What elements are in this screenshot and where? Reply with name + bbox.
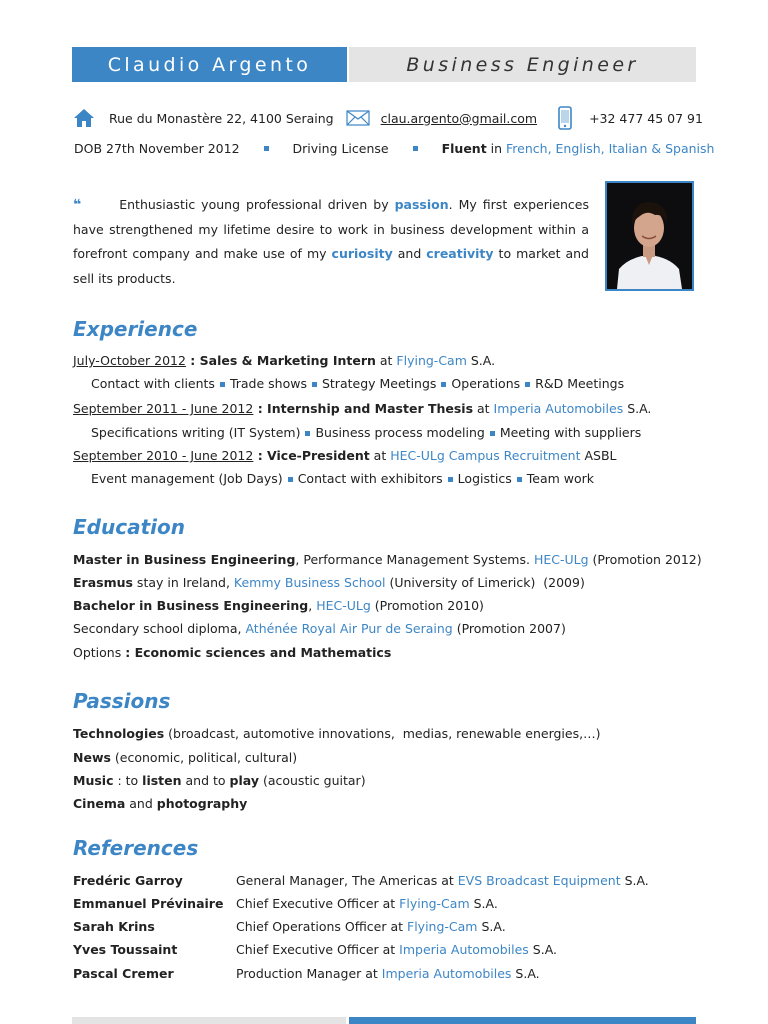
personal-info-row xyxy=(74,141,714,156)
experience-at: at xyxy=(369,448,391,463)
experience-company: Flying-Cam xyxy=(396,353,467,368)
passion-item xyxy=(73,726,600,741)
experience-suffix: S.A. xyxy=(623,401,652,416)
education-tail: (University of Limerick) (2009) xyxy=(385,575,585,590)
quote-mark: ❝ xyxy=(73,197,82,213)
reference-name: Sarah Krins xyxy=(73,919,155,934)
experience-sep: : xyxy=(253,448,268,463)
candidate-name: Claudio Argento xyxy=(107,53,312,76)
reference-title: Chief Operations Officer at xyxy=(236,919,408,934)
experience-at: at xyxy=(473,401,494,416)
options: : Economic sciences and Mathematics xyxy=(125,645,392,660)
reference-title: General Manager, The Americas at xyxy=(236,873,458,888)
passion-text: and to xyxy=(181,773,230,788)
reference-company: EVS Broadcast Equipment xyxy=(457,873,621,888)
reference-role xyxy=(236,942,557,957)
languages: French, English, Italian & Spanish xyxy=(506,141,715,156)
reference-company: Flying-Cam xyxy=(407,919,478,934)
driving-license: Driving License xyxy=(292,141,389,156)
passion-text: and xyxy=(125,796,157,811)
task: Contact with exhibitors xyxy=(297,471,443,486)
experience-item xyxy=(73,448,617,463)
passion-text: (broadcast, automotive innovations, medias, renewable energies,…) xyxy=(164,726,601,741)
education-text: Options xyxy=(73,645,126,660)
experience-sep: : xyxy=(185,353,200,368)
education-item xyxy=(73,575,585,590)
task: Strategy Meetings xyxy=(321,376,437,391)
separator-dot xyxy=(490,431,495,436)
school-link: Athénée Royal Air Pur de Seraing xyxy=(245,621,453,636)
school-link: HEC-ULg xyxy=(533,552,589,567)
education-text: , xyxy=(308,598,317,613)
section-title-references: References xyxy=(73,836,199,860)
education-item xyxy=(73,552,702,567)
separator-dot xyxy=(312,382,317,387)
section-title-education: Education xyxy=(73,515,185,539)
reference-suffix: S.A. xyxy=(620,873,649,888)
separator-dot xyxy=(305,431,310,436)
task: R&D Meetings xyxy=(535,376,625,391)
reference-suffix: S.A. xyxy=(511,966,540,981)
experience-role: Internship and Master Thesis xyxy=(267,401,474,416)
passion-name: Music xyxy=(73,773,114,788)
footer-bar-blue xyxy=(349,1017,696,1024)
passion-name: Cinema xyxy=(73,796,126,811)
experience-dates: July-October 2012 xyxy=(73,353,186,368)
passion-item xyxy=(73,796,247,811)
passion-item xyxy=(73,773,366,788)
intro-text: and xyxy=(392,246,427,261)
reference-company: Flying-Cam xyxy=(399,896,470,911)
task: Contact with clients xyxy=(91,376,215,391)
separator-dot xyxy=(525,382,530,387)
experience-suffix: S.A. xyxy=(466,353,496,368)
intro-text: Enthusiastic young professional driven by xyxy=(119,197,395,212)
experience-item xyxy=(73,353,495,368)
reference-suffix: S.A. xyxy=(469,896,498,911)
intro-text: to market and sell its products. xyxy=(73,246,589,286)
fluent-in: in xyxy=(486,141,507,156)
passion-text: : to xyxy=(113,773,143,788)
separator-dot xyxy=(448,477,453,482)
home-icon xyxy=(73,107,95,129)
degree: Master in Business Engineering xyxy=(73,552,296,567)
experience-item xyxy=(73,401,651,416)
reference-name: Emmanuel Prévinaire xyxy=(73,896,224,911)
task: Trade shows xyxy=(229,376,307,391)
separator-dot xyxy=(441,382,446,387)
section-title-passions: Passions xyxy=(73,689,171,713)
experience-at: at xyxy=(375,353,397,368)
reference-company: Imperia Automobiles xyxy=(399,942,529,957)
reference-role xyxy=(236,919,506,934)
reference-company: Imperia Automobiles xyxy=(381,966,512,981)
address: Rue du Monastère 22, 4100 Seraing xyxy=(109,110,334,126)
reference-title: Chief Executive Officer at xyxy=(236,896,400,911)
education-item xyxy=(73,598,484,613)
education-tail: (Promotion 2012) xyxy=(588,552,702,567)
intro-paragraph xyxy=(73,193,589,291)
profile-photo xyxy=(605,181,694,291)
degree: Bachelor in Business Engineering xyxy=(73,598,309,613)
phone-icon xyxy=(558,106,572,130)
education-item xyxy=(73,645,391,660)
passion-text: (economic, political, cultural) xyxy=(110,750,298,765)
education-text: Secondary school diploma, xyxy=(73,621,246,636)
passion-name: News xyxy=(73,750,111,765)
education-text: stay in Ireland, xyxy=(132,575,234,590)
section-title-experience: Experience xyxy=(73,317,198,341)
intro-text: . My first experiences have strengthened my lifetime desire to work in business development within a forefront company and make use of my xyxy=(73,197,590,261)
experience-tasks xyxy=(91,471,594,486)
experience-dates: September 2010 - June 2012 xyxy=(73,448,254,463)
degree: Erasmus xyxy=(73,575,133,590)
separator-dot xyxy=(413,146,418,151)
experience-dates: September 2011 - June 2012 xyxy=(73,401,254,416)
name-banner xyxy=(72,47,347,82)
reference-title: Production Manager at xyxy=(236,966,382,981)
envelope-icon xyxy=(346,110,370,126)
reference-title: Chief Executive Officer at xyxy=(236,942,400,957)
reference-name: Fredéric Garroy xyxy=(73,873,183,888)
experience-suffix: ASBL xyxy=(580,448,617,463)
experience-role: Vice-President xyxy=(267,448,370,463)
separator-dot xyxy=(264,146,269,151)
keyword-curiosity: curiosity xyxy=(331,246,393,261)
passion-keyword: listen xyxy=(142,773,182,788)
separator-dot xyxy=(517,477,522,482)
reference-suffix: S.A. xyxy=(528,942,558,957)
experience-tasks xyxy=(91,376,624,391)
school-link: Kemmy Business School xyxy=(233,575,386,590)
school-link: HEC-ULg xyxy=(316,598,371,613)
title-banner xyxy=(349,47,696,82)
task: Team work xyxy=(526,471,595,486)
passion-name: Technologies xyxy=(73,726,165,741)
separator-dot xyxy=(288,477,293,482)
experience-tasks xyxy=(91,425,641,440)
experience-sep: : xyxy=(253,401,268,416)
experience-role: Sales & Marketing Intern xyxy=(199,353,376,368)
education-tail: (Promotion 2010) xyxy=(370,598,484,613)
reference-suffix: S.A. xyxy=(477,919,506,934)
task: Meeting with suppliers xyxy=(499,425,642,440)
keyword-passion: passion xyxy=(394,197,449,212)
experience-company: HEC-ULg Campus Recruitment xyxy=(390,448,581,463)
footer-bar-grey xyxy=(72,1017,346,1024)
passion-keyword: play xyxy=(229,773,259,788)
experience-company: Imperia Automobiles xyxy=(493,401,624,416)
reference-role xyxy=(236,873,649,888)
task: Logistics xyxy=(457,471,512,486)
reference-role xyxy=(236,966,540,981)
task: Business process modeling xyxy=(315,425,485,440)
fluent-label: Fluent xyxy=(441,141,487,156)
education-item xyxy=(73,621,566,636)
task: Operations xyxy=(451,376,521,391)
email-link[interactable]: clau.argento@gmail.com xyxy=(380,110,538,126)
date-of-birth: DOB 27th November 2012 xyxy=(74,141,240,156)
passion-text: (acoustic guitar) xyxy=(258,773,366,788)
passion-keyword: photography xyxy=(156,796,248,811)
reference-name: Yves Toussaint xyxy=(73,942,178,957)
passion-item xyxy=(73,750,297,765)
contact-row xyxy=(73,106,703,130)
phone-number: +32 477 45 07 91 xyxy=(589,110,703,126)
task: Specifications writing (IT System) xyxy=(91,425,301,440)
keyword-creativity: creativity xyxy=(426,246,494,261)
education-text: , Performance Management Systems. xyxy=(295,552,534,567)
reference-role xyxy=(236,896,498,911)
reference-name: Pascal Cremer xyxy=(73,966,174,981)
task: Event management (Job Days) xyxy=(91,471,283,486)
education-tail: (Promotion 2007) xyxy=(452,621,566,636)
separator-dot xyxy=(220,382,225,387)
candidate-title: Business Engineer xyxy=(406,53,639,76)
